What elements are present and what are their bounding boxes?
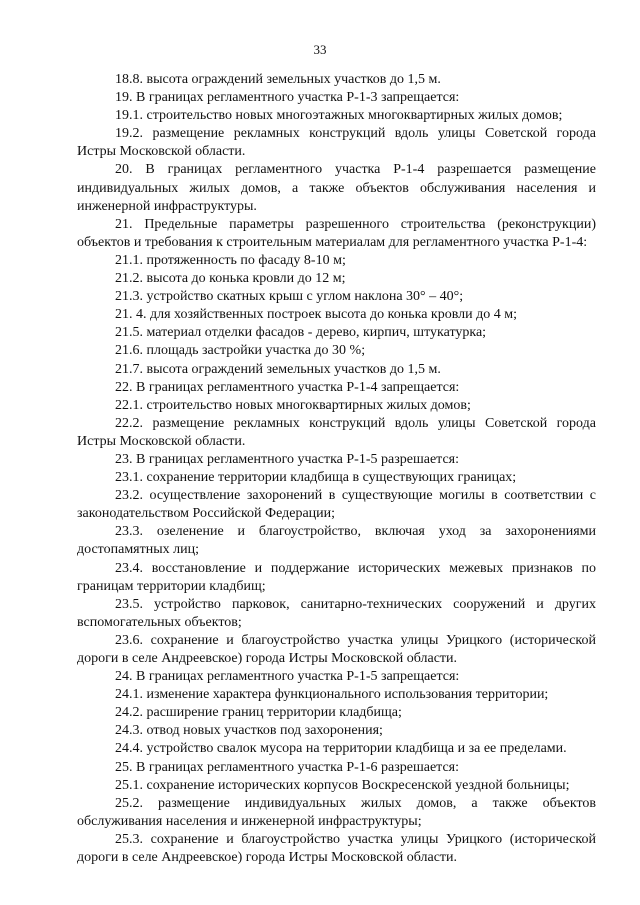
paragraph-23-4: 23.4. восстановление и поддержание исторических межевых признаков по границам территории кладбищ; <box>77 560 596 594</box>
paragraph-24: 24. В границах регламентного участка Р-1-5 запрещается: <box>115 669 460 685</box>
paragraph-21: 21. Предельные параметры разрешенного строительства (реконструкции) объектов и требования к строительным материалам для регламентного участка Р-1-4: <box>77 216 596 250</box>
paragraph-18-8: 18.8. высота ограждений земельных участков до 1,5 м. <box>115 72 441 87</box>
paragraph-21-1: 21.1. протяженность по фасаду 8-10 м; <box>115 252 346 268</box>
paragraph-23-3: 23.3. озеленение и благоустройство, включая уход за захоронениями достопамятных лиц; <box>77 524 596 558</box>
paragraph-25-2: 25.2. размещение индивидуальных жилых домов, а также объектов обслуживания населения и инженерной инфраструктуры; <box>77 795 596 829</box>
paragraph-22: 22. В границах регламентного участка Р-1-4 запрещается: <box>115 379 460 395</box>
paragraph-23-1: 23.1. сохранение территории кладбища в существующих границах; <box>115 470 517 486</box>
paragraph-21-3: 21.3. устройство скатных крыш с углом наклона 30° – 40°; <box>115 289 464 305</box>
paragraph-24-1: 24.1. изменение характера функционального использования территории; <box>115 687 549 703</box>
paragraph-24-3: 24.3. отвод новых участков под захоронения; <box>115 723 383 739</box>
paragraph-19-1: 19.1. строительство новых многоэтажных многоквартирных жилых домов; <box>115 108 563 124</box>
paragraph-23-6: 23.6. сохранение и благоустройство участка улицы Урицкого (исторической дороги в селе Андреевское) города Истры Московской области. <box>77 632 596 666</box>
paragraph-25-1: 25.1. сохранение исторических корпусов Воскресенской уездной больницы; <box>115 777 570 793</box>
paragraph-23-5: 23.5. устройство парковок, санитарно-технических сооружений и других вспомогательных объектов; <box>77 596 596 630</box>
paragraph-22-2: 22.2. размещение рекламных конструкций вдоль улицы Советской города Истры Московской области. <box>77 415 596 449</box>
document-body <box>77 71 596 867</box>
paragraph-21-4: 21. 4. для хозяйственных построек высота до конька кровли до 4 м; <box>115 307 517 323</box>
paragraph-23: 23. В границах регламентного участка Р-1-5 разрешается: <box>115 451 459 467</box>
paragraph-21-6: 21.6. площадь застройки участка до 30 %; <box>115 343 366 359</box>
paragraph-24-4: 24.4. устройство свалок мусора на территории кладбища и за ее пределами. <box>115 741 567 757</box>
paragraph-25-3: 25.3. сохранение и благоустройство участка улицы Урицкого (исторической дороги в селе Андреевское) города Истры Московской области. <box>77 831 596 866</box>
paragraph-19: 19. В границах регламентного участка Р-1-3 запрещается: <box>115 90 460 106</box>
paragraph-21-5: 21.5. материал отделки фасадов - дерево, кирпич, штукатурка; <box>115 325 487 341</box>
paragraph-21-2: 21.2. высота до конька кровли до 12 м; <box>115 271 346 287</box>
paragraph-21-7: 21.7. высота ограждений земельных участков до 1,5 м. <box>115 361 441 377</box>
paragraph-25: 25. В границах регламентного участка Р-1-6 разрешается: <box>115 759 459 775</box>
paragraph-23-2: 23.2. осуществление захоронений в существующие могилы в соответствии с законодательством Российской Федерации; <box>77 488 596 522</box>
paragraph-22-1: 22.1. строительство новых многоквартирных жилых домов; <box>115 397 471 413</box>
paragraph-19-2: 19.2. размещение рекламных конструкций вдоль улицы Советской города Истры Московской области. <box>77 126 596 160</box>
paragraph-20: 20. В границах регламентного участка Р-1-4 разрешается размещение индивидуальных жилых домов, а также объектов обслуживания населения и инженерной инфраструктуры. <box>77 162 596 214</box>
page-number: 33 <box>313 42 327 57</box>
paragraph-24-2: 24.2. расширение границ территории кладбища; <box>115 705 402 721</box>
